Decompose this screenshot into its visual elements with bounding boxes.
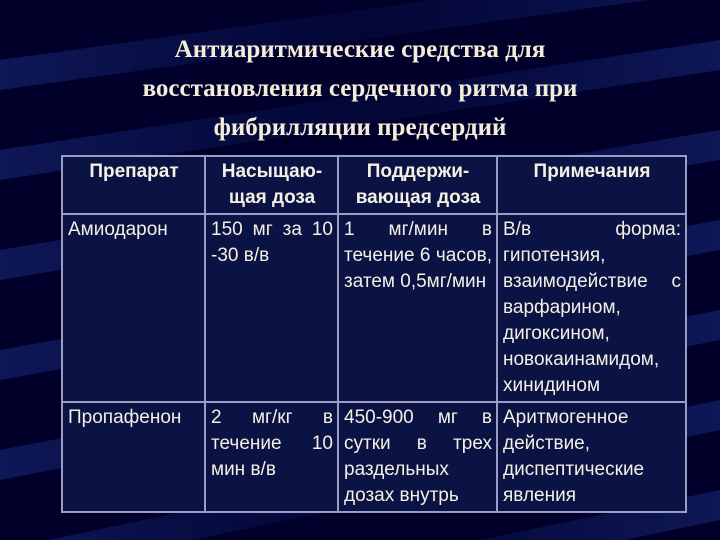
- title-line-3: фибрилляции предсердий: [213, 114, 507, 141]
- cell-loading-dose: 2 мг/кг в течение 10 мин в/в: [205, 402, 338, 512]
- cell-loading-dose: 150 мг за 10 -30 в/в: [205, 214, 338, 402]
- drug-table: [61, 155, 687, 513]
- cell-drug: Пропафенон: [62, 402, 205, 512]
- cell-notes: Аритмогенное действие, диспептические явления: [497, 402, 686, 512]
- header-loading-line-2: щая доза: [228, 187, 316, 208]
- header-drug: Препарат: [62, 156, 205, 214]
- header-loading-line-1: Насыщаю-: [221, 161, 323, 182]
- drug-table-container: [61, 155, 687, 513]
- header-maintenance-line-2: вающая доза: [355, 187, 481, 208]
- table-row: [62, 214, 686, 402]
- title-line-1: Антиаритмические средства для: [174, 36, 546, 63]
- cell-maintenance-dose: 1 мг/мин в течение 6 часов, затем 0,5мг/мин: [338, 214, 497, 402]
- cell-drug: Амиодарон: [62, 214, 205, 402]
- header-loading-dose: [205, 156, 338, 214]
- header-maintenance-line-1: Поддержи-: [366, 161, 470, 182]
- header-maintenance-dose: [338, 156, 497, 214]
- title-line-2: восстановления сердечного ритма при: [142, 75, 578, 102]
- cell-notes: В/в форма: гипотензия, взаимодействие с варфарином, дигоксином, новокаинамидом, хинидином: [497, 214, 686, 402]
- slide-title: [0, 30, 720, 147]
- header-notes: Примечания: [497, 156, 686, 214]
- cell-maintenance-dose: 450-900 мг в сутки в трех раздельных дозах внутрь: [338, 402, 497, 512]
- table-header-row: [62, 156, 686, 214]
- table-row: [62, 402, 686, 512]
